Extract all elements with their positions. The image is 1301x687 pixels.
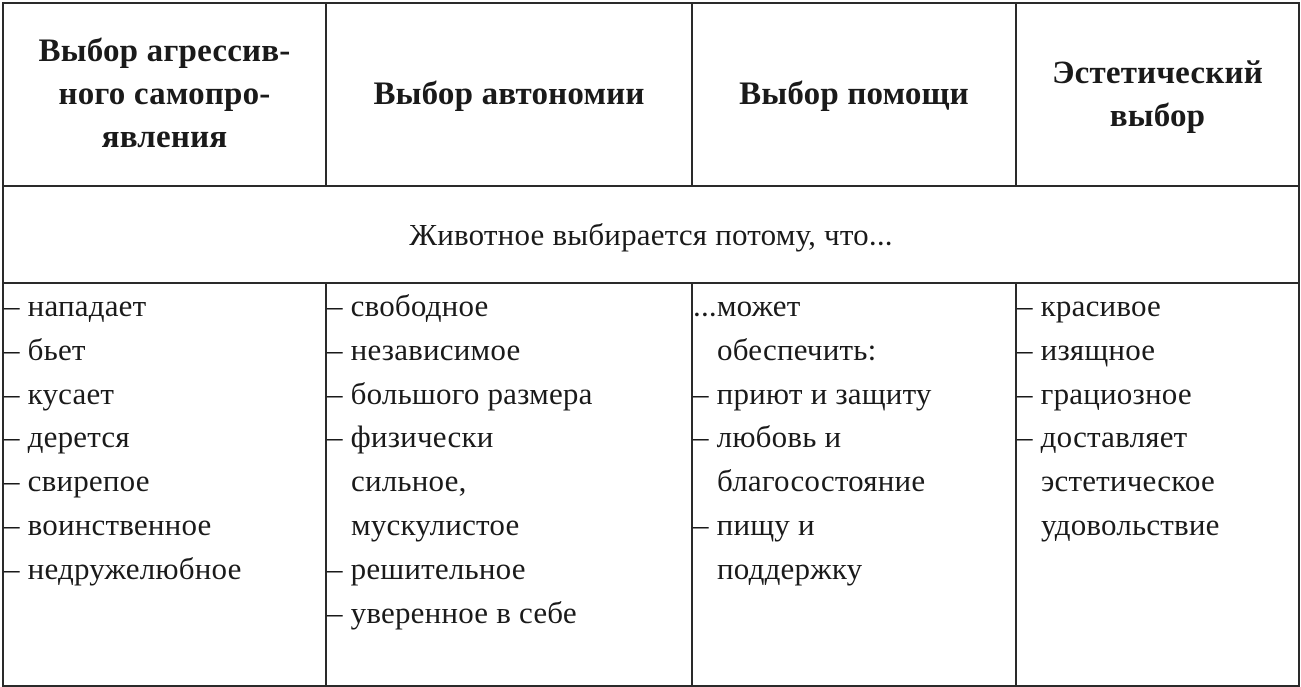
list-item [1017, 328, 1298, 372]
list-item-text: – изящное [1017, 331, 1156, 367]
subheading-text: Животное выбирается потому, что... [3, 186, 1299, 283]
list-item [327, 328, 691, 372]
list-item [327, 591, 691, 635]
header-line: явления [101, 119, 228, 155]
aggressive-list-cell [3, 283, 326, 686]
list-item-continuation: благосостояние [717, 463, 926, 499]
subheading-row [3, 186, 1299, 283]
list-item [4, 284, 325, 328]
list-item-text: – уверенное в себе [327, 594, 577, 630]
list-item [693, 503, 1015, 591]
header-line: Выбор автономии [373, 76, 645, 112]
animal-choice-table [2, 2, 1300, 687]
aesthetic-list-cell [1016, 283, 1299, 686]
list-item [1017, 372, 1298, 416]
header-autonomy-choice [326, 3, 692, 186]
list-item-text: – решительное [327, 550, 526, 586]
list-item-text: – доставляет [1017, 419, 1188, 455]
list-item-continuation: сильное, [351, 463, 467, 499]
header-line: ного самопро- [58, 76, 271, 112]
list-item [4, 328, 325, 372]
list-item-continuation: поддержку [717, 550, 863, 586]
list-item-text: – грациозное [1017, 375, 1192, 411]
header-line: Эстетический [1052, 54, 1263, 91]
list-item-continuation: обеспечить: [717, 331, 877, 367]
header-aggressive-choice [3, 3, 326, 186]
header-line: Выбор помощи [739, 76, 969, 112]
list-item [327, 415, 691, 546]
list-item-continuation: эстетическое [1041, 463, 1215, 499]
list-item-text: – свободное [327, 288, 489, 323]
help-list [693, 284, 1015, 591]
list-item [327, 372, 691, 416]
list-item-text: – бьет [4, 331, 86, 367]
header-row [3, 3, 1299, 186]
list-item-text: – независимое [327, 331, 521, 367]
list-item [1017, 284, 1298, 328]
list-item [693, 284, 1015, 372]
list-item-text: – свирепое [4, 463, 150, 499]
aggressive-list [4, 284, 325, 591]
list-item [327, 547, 691, 591]
list-item-text: – воинственное [4, 506, 212, 542]
list-item-text: – большого размера [327, 375, 593, 411]
list-item-text: – физически [327, 419, 494, 455]
list-item [1017, 415, 1298, 546]
list-item-text: – кусает [4, 375, 115, 411]
autonomy-list [327, 284, 691, 634]
list-item-text: – любовь и [693, 419, 842, 455]
autonomy-list-cell [326, 283, 692, 686]
list-item-text: – дерется [4, 419, 130, 455]
list-item [4, 503, 325, 547]
list-item [4, 372, 325, 416]
list-item [4, 547, 325, 591]
body-row [3, 283, 1299, 686]
list-item-text: – приют и защиту [693, 375, 932, 411]
help-list-cell [692, 283, 1016, 686]
list-item-text: ...может [693, 288, 801, 323]
list-item-text: – красивое [1017, 288, 1161, 323]
list-item [4, 459, 325, 503]
list-item-text: – пищу и [693, 506, 815, 542]
list-item-continuation: удовольствие [1041, 506, 1220, 542]
aesthetic-list [1017, 284, 1298, 547]
list-item-text: – недружелюбное [4, 550, 242, 586]
list-item [693, 372, 1015, 416]
header-line: Выбор агрессив- [38, 33, 291, 69]
header-line: выбор [1109, 97, 1206, 134]
list-item [327, 284, 691, 328]
list-item [693, 415, 1015, 503]
list-item-continuation: мускулистое [351, 506, 520, 542]
header-aesthetic-choice [1016, 3, 1299, 186]
list-item [4, 415, 325, 459]
header-help-choice [692, 3, 1016, 186]
list-item-text: – нападает [4, 288, 147, 323]
